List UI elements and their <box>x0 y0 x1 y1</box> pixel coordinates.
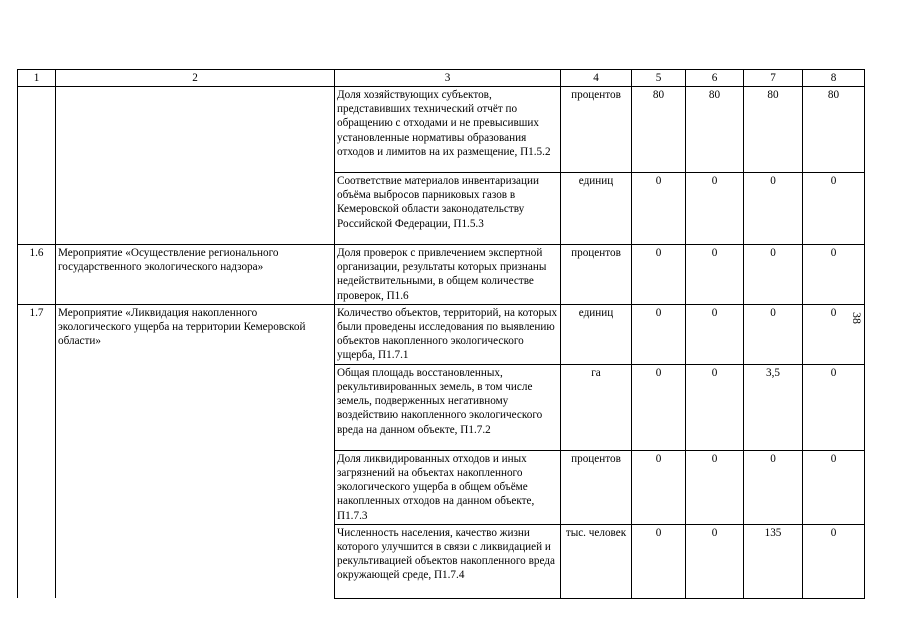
value-col6: 0 <box>686 173 744 245</box>
value-col8: 0 <box>803 173 865 245</box>
header-cell: 5 <box>632 70 686 87</box>
value-col6: 0 <box>686 364 744 450</box>
indicator-name: Соответствие материалов инвентаризации объёма выбросов парниковых газов в Кемеровской области законодательству Российской Федерации, П1.5.3 <box>335 173 561 245</box>
table-row <box>18 245 865 305</box>
column-number-row <box>18 70 865 87</box>
value-col5: 0 <box>632 304 686 364</box>
value-col8: 0 <box>803 245 865 305</box>
value-col7: 0 <box>744 304 803 364</box>
value-col7: 135 <box>744 524 803 598</box>
value-col5: 80 <box>632 87 686 173</box>
table-row <box>18 87 865 173</box>
indicator-name: Доля ликвидированных отходов и иных загрязнений на объектах накопленного экологического ущерба в общем объёме накопленных отходов на данном объекте, П1.7.3 <box>335 450 561 524</box>
value-col5: 0 <box>632 364 686 450</box>
indicator-name: Доля проверок с привлечением экспертной организации, результаты которых признаны недействительными, в общем количестве проверок, П1.6 <box>335 245 561 305</box>
value-col6: 0 <box>686 304 744 364</box>
value-col7: 0 <box>744 173 803 245</box>
header-cell: 6 <box>686 70 744 87</box>
value-col6: 80 <box>686 87 744 173</box>
indicators-table <box>17 69 865 599</box>
value-col5: 0 <box>632 245 686 305</box>
value-col7: 0 <box>744 245 803 305</box>
value-col7: 80 <box>744 87 803 173</box>
row-number <box>18 87 56 245</box>
event-name: Мероприятие «Ликвидация накопленного экологического ущерба на территории Кемеровской области» <box>56 304 335 598</box>
row-number: 1.6 <box>18 245 56 305</box>
value-col7: 0 <box>744 450 803 524</box>
table-row <box>18 304 865 364</box>
value-col6: 0 <box>686 245 744 305</box>
row-number: 1.7 <box>18 304 56 598</box>
event-name <box>56 87 335 245</box>
value-col8: 0 <box>803 364 865 450</box>
value-col8: 0 <box>803 524 865 598</box>
indicator-name: Доля хозяйствующих субъектов, представивших технический отчёт по обращению с отходами и не превысивших установленные нормативы образования отходов и лимитов на их размещение, П1.5.2 <box>335 87 561 173</box>
indicator-unit: процентов <box>561 245 632 305</box>
value-col8: 0 <box>803 304 865 364</box>
value-col8: 0 <box>803 450 865 524</box>
header-cell: 1 <box>18 70 56 87</box>
value-col5: 0 <box>632 450 686 524</box>
indicator-name: Общая площадь восстановленных, рекультивированных земель, в том числе земель, подверженных негативному воздействию накопленного экологического вреда на данном объекте, П1.7.2 <box>335 364 561 450</box>
indicator-unit: единиц <box>561 304 632 364</box>
header-cell: 3 <box>335 70 561 87</box>
value-col5: 0 <box>632 173 686 245</box>
value-col8: 80 <box>803 87 865 173</box>
header-cell: 8 <box>803 70 865 87</box>
value-col6: 0 <box>686 450 744 524</box>
indicator-unit: тыс. человек <box>561 524 632 598</box>
indicator-unit: единиц <box>561 173 632 245</box>
value-col5: 0 <box>632 524 686 598</box>
indicator-name: Количество объектов, территорий, на которых были проведены исследования по выявлению объектов накопленного экологического ущерба, П1.7.1 <box>335 304 561 364</box>
indicator-unit: га <box>561 364 632 450</box>
indicator-name: Численность населения, качество жизни которого улучшится в связи с ликвидацией и рекультивацией объектов накопленного вреда окружающей среде, П1.7.4 <box>335 524 561 598</box>
header-cell: 2 <box>56 70 335 87</box>
event-name: Мероприятие «Осуществление регионального государственного экологического надзора» <box>56 245 335 305</box>
page-number: 38 <box>850 312 864 324</box>
indicator-unit: процентов <box>561 87 632 173</box>
value-col6: 0 <box>686 524 744 598</box>
value-col7: 3,5 <box>744 364 803 450</box>
header-cell: 7 <box>744 70 803 87</box>
header-cell: 4 <box>561 70 632 87</box>
indicator-unit: процентов <box>561 450 632 524</box>
